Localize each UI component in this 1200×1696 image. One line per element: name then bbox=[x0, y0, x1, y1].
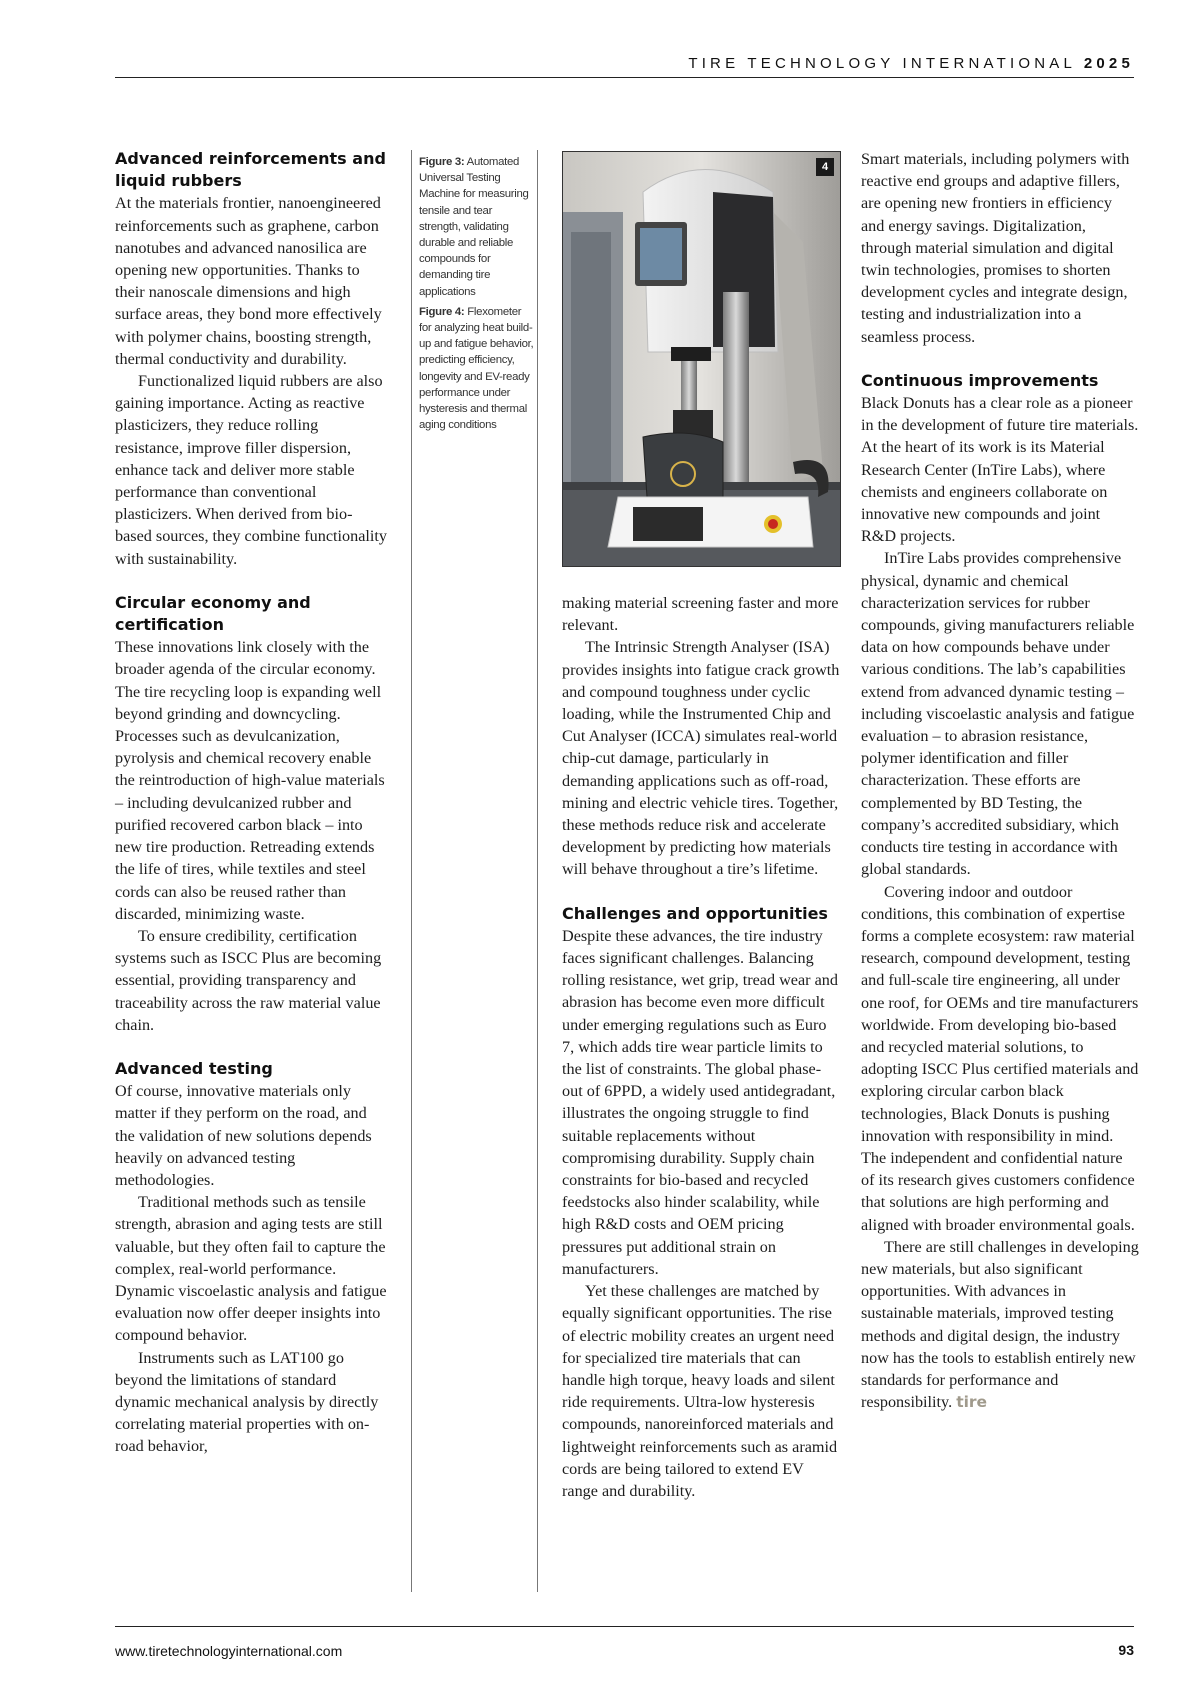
column-4 bbox=[861, 148, 1139, 1413]
paragraph: Covering indoor and outdoor conditions, this combination of expertise forms a complete ecosystem: raw material research, compound development, testing and full-scale tire engineering, all under one roof, for OEMs and tire manufacturers worldwide. From developing bio-based and recycled material solutions, to adopting ISCC Plus certified materials and exploring circular carbon black technologies, Black Donuts is pushing innovation with responsibility in mind. The independent and confidential nature of its research gives customers confidence that solutions are high performing and aligned with broader environmental goals. bbox=[861, 882, 1139, 1234]
header-rule bbox=[115, 77, 1134, 78]
column-3 bbox=[562, 592, 840, 1502]
figure-3-caption: Figure 3: Automated Universal Testing Machine for measuring tensile and tear strength, validating durable and reliable compounds for demanding tire applications bbox=[419, 156, 529, 298]
paragraph: There are still challenges in developing new materials, but also significant opportunities. With advances in sustainable materials, improved testing methods and digital design, the industry now has the tools to establish entirely new standards for performance and responsibility. tire bbox=[861, 1237, 1139, 1412]
paragraph: InTire Labs provides comprehensive physical, dynamic and chemical characterization services for rubber compounds, giving manufacturers reliable data on how compounds behave under various conditions. The lab’s capabilities extend from advanced dynamic testing – including viscoelastic analysis and fatigue evaluation – to abrasion resistance, polymer identification and filler characterization. These efforts are complemented by BD Testing, the company’s accredited subsidiary, which conducts tire testing in accordance with global standards. bbox=[861, 549, 1135, 879]
publication-year: 2025 bbox=[1083, 55, 1134, 72]
figure-3-label: Figure 3: bbox=[419, 156, 465, 168]
paragraph: These innovations link closely with the broader agenda of the circular economy. The tire recycling loop is expanding well beyond grinding and downcycling. Processes such as devulcanization, pyrolysis and chemical recovery enable the reintroduction of high-value materials – including devulcanized rubber and purified recovered carbon black – into new tire production. Retreading extends the life of tires, while textiles and steel cords can also be reused rather than discarded, minimizing waste. bbox=[115, 638, 385, 923]
heading-circular-economy: Circular economy and certification bbox=[115, 592, 311, 635]
page-number: 93 bbox=[1118, 1642, 1134, 1658]
paragraph: Smart materials, including polymers with reactive end groups and adaptive fillers, are opening new frontiers in efficiency and energy savings. Digitalization, through material simulation and digital twin technologies, promises to shorten development cycles and integrate design, testing and industrialization into a seamless process. bbox=[861, 150, 1130, 346]
paragraph: Of course, innovative materials only matter if they perform on the road, and the validation of new solutions depends heavily on advanced testing methodologies. bbox=[115, 1082, 372, 1189]
running-header bbox=[688, 55, 1134, 72]
paragraph: making material screening faster and more relevant. bbox=[562, 594, 839, 635]
column-divider bbox=[411, 150, 412, 1592]
paragraph: At the materials frontier, nanoengineered reinforcements such as graphene, carbon nanotubes and advanced nanosilica are opening new opportunities. Thanks to their nanoscale dimensions and high surface areas, they bond more effectively with polymer chains, boosting strength, thermal conductivity and durability. bbox=[115, 194, 382, 368]
footer-rule bbox=[115, 1626, 1134, 1627]
heading-continuous-improvements: Continuous improvements bbox=[861, 370, 1099, 390]
figure-4-photo bbox=[562, 151, 841, 567]
paragraph: To ensure credibility, certification systems such as ISCC Plus are becoming essential, providing transparency and traceability across the raw material value chain. bbox=[115, 926, 382, 1034]
heading-advanced-reinforcements: Advanced reinforcements and liquid rubbers bbox=[115, 149, 386, 191]
figure-4-caption: Figure 4: Flexometer for analyzing heat build-up and fatigue behavior, predicting efficiency, longevity and EV-ready performance under hysteresis and thermal aging conditions bbox=[419, 305, 534, 432]
heading-advanced-testing: Advanced testing bbox=[115, 1058, 273, 1078]
paragraph: Instruments such as LAT100 go beyond the limitations of standard dynamic mechanical analysis by directly correlating material properties with on-road behavior, bbox=[115, 1348, 379, 1456]
paragraph: Traditional methods such as tensile strength, abrasion and aging tests are still valuable, but they often fail to capture the complex, real-world performance. Dynamic viscoelastic analysis and fatigue evaluation now offer deeper insights into compound behavior. bbox=[115, 1193, 387, 1345]
paragraph: Yet these challenges are matched by equally significant opportunities. The rise of electric mobility creates an urgent need for specialized tire materials that can handle high torque, heavy loads and silent ride requirements. Ultra-low hysteresis compounds, nanoreinforced materials and lightweight reinforcements such as aramid cords are being tailored to extend EV range and durability. bbox=[562, 1282, 838, 1500]
heading-challenges-opportunities: Challenges and opportunities bbox=[562, 903, 828, 923]
paragraph: The Intrinsic Strength Analyser (ISA) provides insights into fatigue crack growth and compound toughness under cyclic loading, while the Instrumented Chip and Cut Analyser (ICCA) simulates real-world chip-cut damage, particularly in demanding applications such as off-road, mining and electric vehicle tires. Together, these methods reduce risk and accelerate development by predicting how materials will behave throughout a tire’s lifetime. bbox=[562, 638, 840, 879]
column-1 bbox=[115, 148, 389, 1458]
paragraph: Functionalized liquid rubbers are also gaining importance. Acting as reactive plasticizers, they reduce rolling resistance, improve filler dispersion, enhance tack and deliver more stable performance than conventional plasticizers. When derived from bio-based sources, they combine functionality with sustainability. bbox=[115, 372, 387, 568]
paragraph: Black Donuts has a clear role as a pioneer in the development of future tire materials. At the heart of its work is its Material Research Center (InTire Labs), where chemists and engineers collaborate on innovative new compounds and joint R&D projects. bbox=[861, 394, 1139, 546]
flexometer-illustration bbox=[563, 152, 840, 566]
publication-name: TIRE TECHNOLOGY INTERNATIONAL bbox=[688, 55, 1076, 72]
end-mark: tire bbox=[956, 1393, 988, 1412]
paragraph: Despite these advances, the tire industry faces significant challenges. Balancing rolling resistance, wet grip, tread wear and abrasion has become even more difficult under emerging regulations such as Euro 7, which adds tire wear particle limits to the list of constraints. The global phase-out of 6PPD, a widely used antidegradant, illustrates the ongoing struggle to find suitable replacements without compromising durability. Supply chain constraints for bio-based and recycled feedstocks also hinder scalability, while high R&D costs and OEM pricing pressures put additional strain on manufacturers. bbox=[562, 926, 838, 1278]
figure-4-label: Figure 4: bbox=[419, 305, 465, 318]
footer-url[interactable]: www.tiretechnologyinternational.com bbox=[115, 1643, 343, 1659]
figure-number-badge: 4 bbox=[816, 158, 834, 176]
column-divider bbox=[537, 150, 538, 1592]
figure-captions bbox=[419, 154, 534, 437]
